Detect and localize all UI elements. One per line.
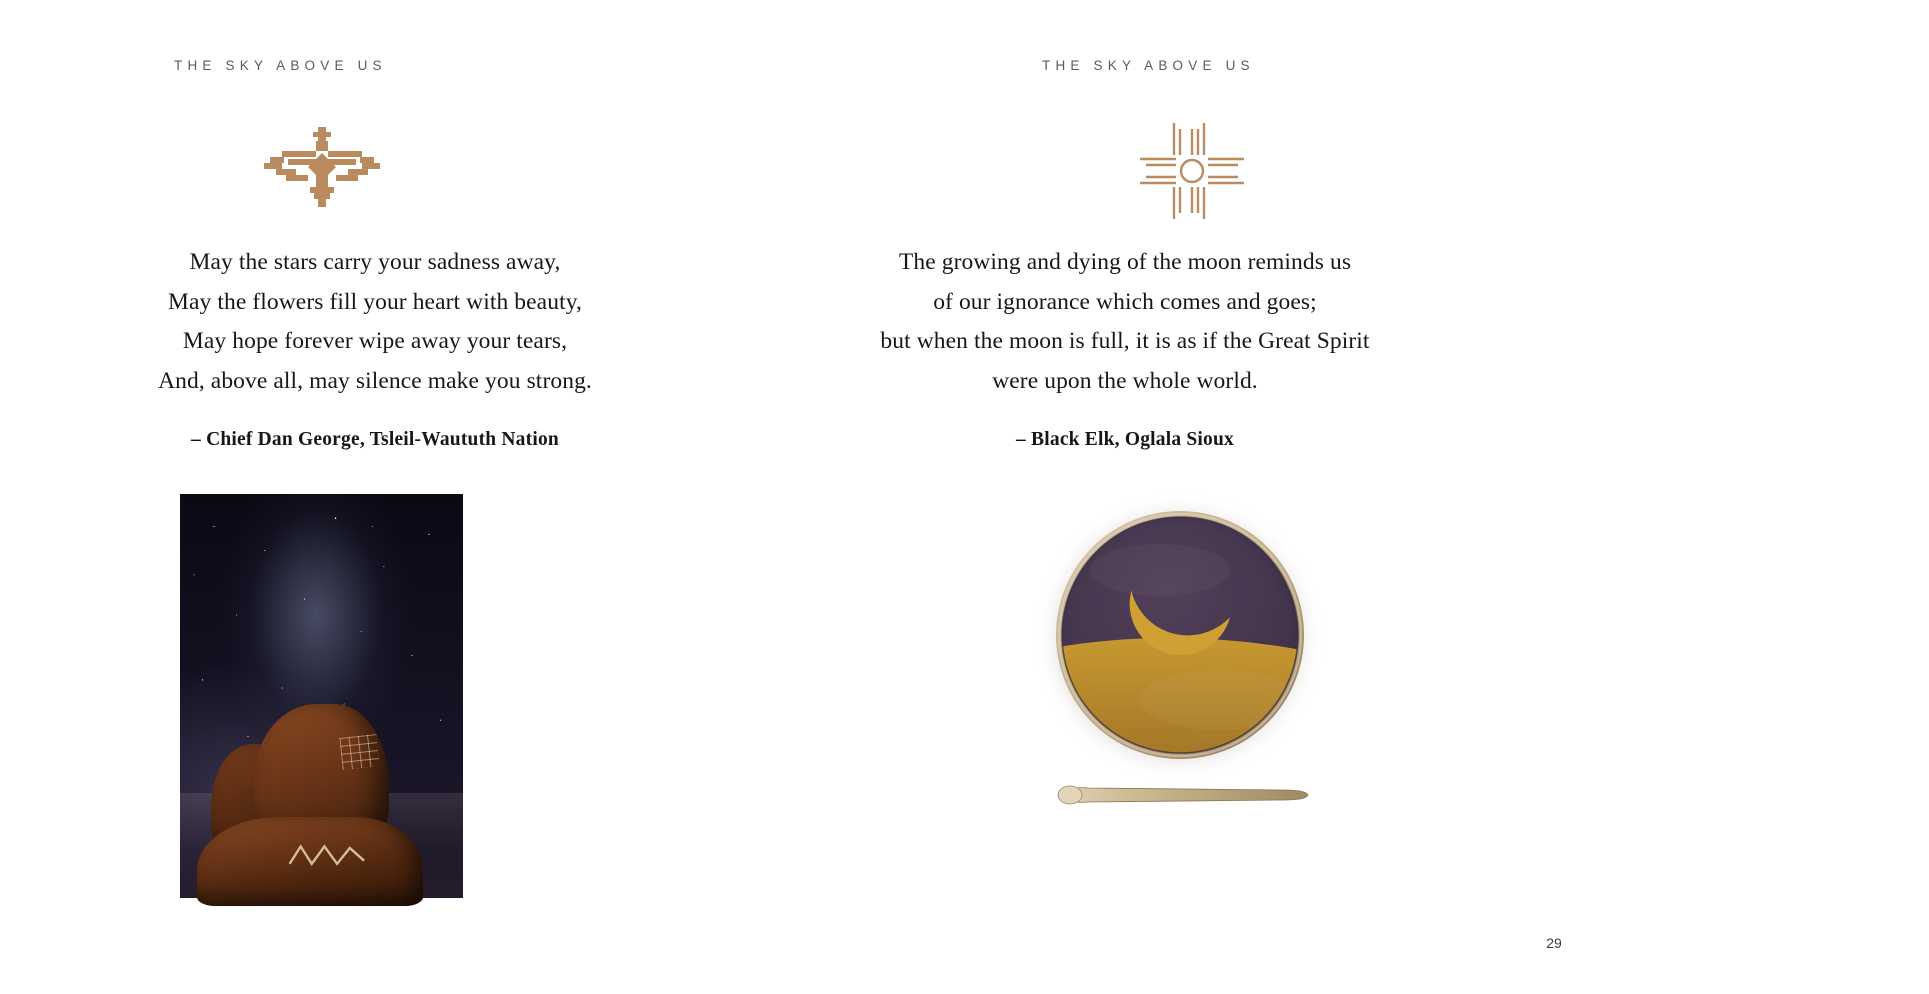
thunderbird-ornament [262, 118, 382, 223]
quote-line: And, above all, may silence make you strong. [158, 367, 592, 394]
quote-attribution: – Black Elk, Oglala Sioux [1016, 429, 1234, 450]
running-head-left: THE SKY ABOVE US [174, 58, 387, 73]
quote-attribution: – Chief Dan George, Tsleil-Waututh Nation [191, 429, 559, 450]
petroglyph-zigzag [288, 841, 367, 869]
quote-block-left [0, 243, 750, 451]
drum-shadow [1054, 512, 1304, 762]
quote-line: but when the moon is full, it is as if the Great Spirit [880, 328, 1370, 354]
running-head-right: THE SKY ABOVE US [1042, 58, 1255, 73]
quote-block-right [750, 243, 1500, 451]
petroglyph-grid [340, 735, 380, 771]
quote-line: May the flowers fill your heart with beauty, [167, 288, 582, 315]
page-number-left [0, 935, 321, 951]
right-page [750, 0, 1562, 994]
quote-line: May the stars carry your sadness away, [189, 249, 561, 275]
quote-line: were upon the whole world. [992, 367, 1258, 394]
painted-hand-drum-with-beater-photo [1050, 500, 1380, 820]
quote-line: The growing and dying of the moon reminds us [898, 249, 1352, 275]
quote-line: of our ignorance which comes and goes; [933, 288, 1317, 315]
zia-sun-ornament [1132, 118, 1252, 223]
quote-line: May hope forever wipe away your tears, [182, 328, 568, 354]
left-page [0, 0, 750, 994]
night-sky-petroglyph-photo [180, 494, 463, 898]
page-number-right: 29 [1546, 935, 1562, 951]
drum-beater [1058, 786, 1308, 804]
